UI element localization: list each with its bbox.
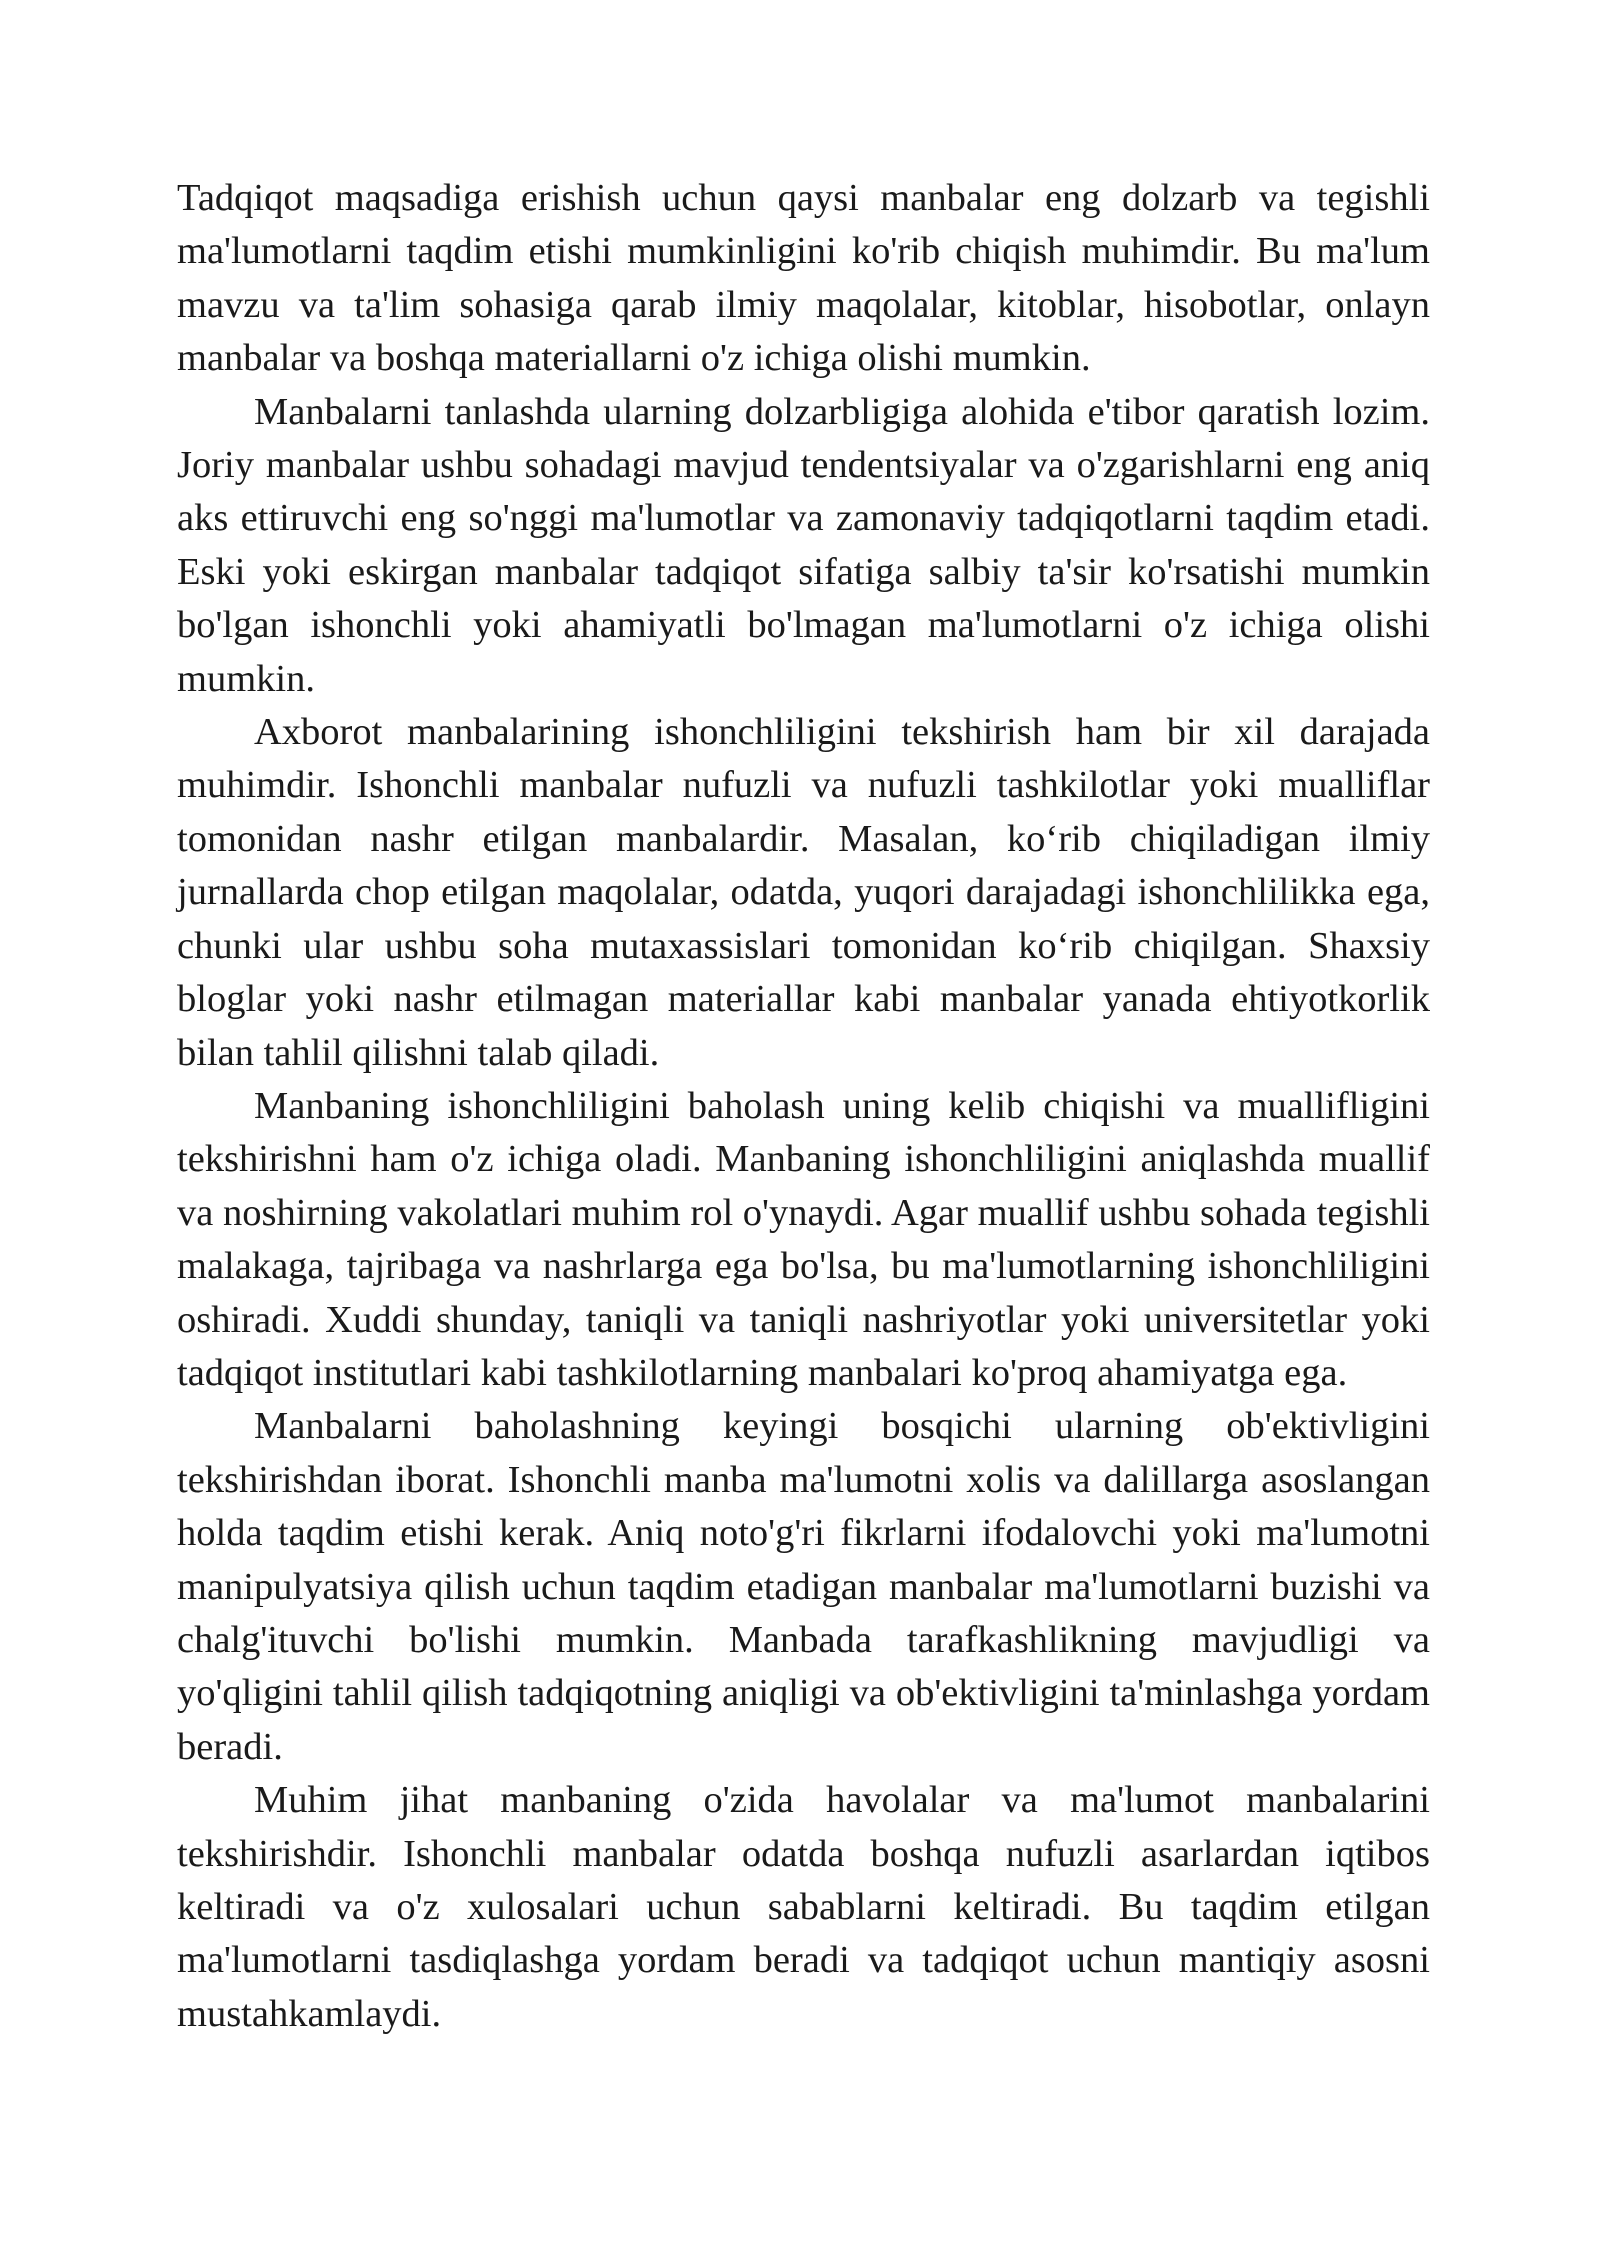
paragraph-3: Axborot manbalarining ishonchliligini tekshirish ham bir xil darajada muhimdir. Ishonchli manbalar nufuzli va nufuzli tashkilotlar yoki mualliflar tomonidan nashr etilgan manbalardir. Masalan, ko‘rib chiqiladigan ilmiy jurnallarda chop etilgan maqolalar, odatda, yuqori darajadagi ishonchlilikka ega, chunki ular ushbu soha mutaxassislari tomonidan ko‘rib chiqilgan. Shaxsiy bloglar yoki nashr etilmagan materiallar kabi manbalar yanada ehtiyotkorlik bilan tahlil qilishni talab qiladi. xyxy=(177,711,1430,1074)
document-body xyxy=(177,172,1430,2041)
paragraph-6: Muhim jihat manbaning o'zida havolalar va ma'lumot manbalarini tekshirishdir. Ishonchli manbalar odatda boshqa nufuzli asarlardan iqtibos keltiradi va o'z xulosalari uchun sabablarni keltiradi. Bu taqdim etilgan ma'lumotlarni tasdiqlashga yordam beradi va tadqiqot uchun mantiqiy asosni mustahkamlaydi. xyxy=(177,1779,1430,2035)
paragraph-5: Manbalarni baholashning keyingi bosqichi ularning ob'ektivligini tekshirishdan iborat. Ishonchli manba ma'lumotni xolis va dalillarga asoslangan holda taqdim etishi kerak. Aniq noto'g'ri fikrlarni ifodalovchi yoki ma'lumotni manipulyatsiya qilish uchun taqdim etadigan manbalar ma'lumotlarni buzishi va chalg'ituvchi bo'lishi mumkin. Manbada tarafkashlikning mavjudligi va yo'qligini tahlil qilish tadqiqotning aniqligi va ob'ektivligini ta'minlashga yordam beradi. xyxy=(177,1405,1430,1768)
paragraph-1: Tadqiqot maqsadiga erishish uchun qaysi manbalar eng dolzarb va tegishli ma'lumotlarni taqdim etishi mumkinligini ko'rib chiqish muhimdir. Bu ma'lum mavzu va ta'lim sohasiga qarab ilmiy maqolalar, kitoblar, hisobotlar, onlayn manbalar va boshqa materiallarni o'z ichiga olishi mumkin. xyxy=(177,177,1430,380)
paragraph-4: Manbaning ishonchliligini baholash uning kelib chiqishi va muallifligini tekshirishni ham o'z ichiga oladi. Manbaning ishonchliligini aniqlashda muallif va noshirning vakolatlari muhim rol o'ynaydi. Agar muallif ushbu sohada tegishli malakaga, tajribaga va nashrlarga ega bo'lsa, bu ma'lumotlarning ishonchliligini oshiradi. Xuddi shunday, taniqli va taniqli nashriyotlar yoki universitetlar yoki tadqiqot institutlari kabi tashkilotlarning manbalari ko'proq ahamiyatga ega. xyxy=(177,1084,1430,1394)
paragraph-2: Manbalarni tanlashda ularning dolzarbligiga alohida e'tibor qaratish lozim. Joriy manbalar ushbu sohadagi mavjud tendentsiyalar va o'zgarishlarni eng aniq aks ettiruvchi eng so'nggi ma'lumotlar va zamonaviy tadqiqotlarni taqdim etadi. Eski yoki eskirgan manbalar tadqiqot sifatiga salbiy ta'sir ko'rsatishi mumkin bo'lgan ishonchli yoki ahamiyatli bo'lmagan ma'lumotlarni o'z ichiga olishi mumkin. xyxy=(177,390,1430,700)
